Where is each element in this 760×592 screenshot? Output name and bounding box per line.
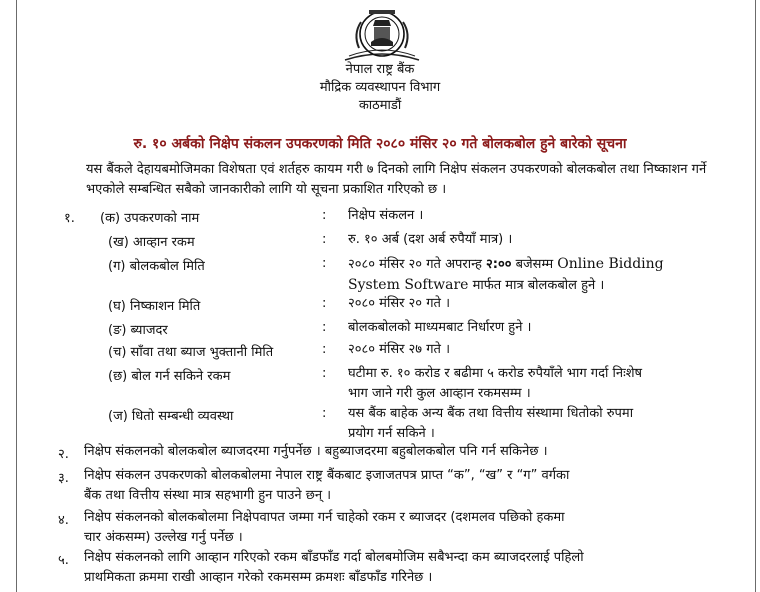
point-5-line-2: प्राथमिकता क्रममा राखी आव्हान गरेको रकमसम्म क्रमशः बाँडफाँड गरिनेछ । <box>84 570 433 585</box>
bid-date-text-3: मार्फत मात्र बोलकबोल हुने । <box>468 278 605 293</box>
detail-label-repayment-date: (च) साँवा तथा ब्याज भुक्तानी मिति <box>108 345 274 360</box>
point-3-text <box>84 466 740 506</box>
collateral-line-2: प्रयोग गर्न सकिने । <box>348 426 435 441</box>
department-name: मौद्रिक व्यवस्थापन विभाग <box>319 80 441 95</box>
detail-label-bid-amount: (छ) बोल गर्न सकिने रकम <box>108 369 231 384</box>
nepal-rastra-bank-emblem <box>339 4 425 64</box>
detail-colon: : <box>322 320 327 335</box>
collateral-line-1: यस बैंक बाहेक अन्य बैंक तथा वित्तीय संस्थामा धितोको रुपमा <box>348 406 634 421</box>
detail-value-amount: रु. १० अर्ब (दश अर्ब रुपैयाँ मात्र) । <box>348 232 513 247</box>
point-4-line-1: निक्षेप संकलनको बोलकबोलमा निक्षेपवापत जम्मा गर्न चाहेको रकम र ब्याजदर (दशमलव पछिको हकमा <box>84 510 565 525</box>
point-4-line-2: चार अंकसम्म) उल्लेख गर्नु पर्नेछ । <box>84 530 243 545</box>
intro-paragraph: यस बैंकले देहायबमोजिमका विशेषता एवं शर्तहरु कायम गरी ७ दिनको लागि निक्षेप संकलन उपकरणको बोलकबोल तथा निष्काशन गर्ने भएकोले सम्बन्धित सबैको जानकारीको लागि यो सूचना प्रकाशित गरिएको छ । <box>86 162 707 197</box>
detail-label-amount: (ख) आव्हान रकम <box>108 235 195 250</box>
point-2-number: २. <box>58 447 69 462</box>
detail-colon: : <box>322 232 327 247</box>
city-name: काठमाडौं <box>358 98 402 113</box>
org-name: नेपाल राष्ट्र बैंक <box>345 62 415 77</box>
detail-label-collateral: (ज) धितो सम्बन्धी व्यवस्था <box>108 409 234 424</box>
detail-value-bid-date <box>348 254 738 296</box>
point-3-number: ३. <box>58 471 69 486</box>
detail-value-instrument: निक्षेप संकलन । <box>348 208 424 223</box>
bid-system-name-2: System Software <box>348 277 469 293</box>
detail-value-bid-amount <box>348 364 738 404</box>
point-5-text <box>84 548 740 588</box>
detail-colon: : <box>322 406 327 421</box>
point-3-line-1: निक्षेप संकलन उपकरणको बोलकबोलमा नेपाल राष्ट्र बैंकबाट इजाजतपत्र प्राप्त “क”, “ख” र “ग” वर्गका <box>84 468 570 483</box>
detail-label-bid-date: (ग) बोलकबोल मिति <box>108 259 205 274</box>
item-1-number: १. <box>64 211 75 226</box>
point-2-text: निक्षेप संकलनको बोलकबोल ब्याजदरमा गर्नुपर्नेछ । बहुब्याजदरमा बहुबोलकबोल पनि गर्न सकिनेछ । <box>84 444 548 459</box>
bid-time: २:०० <box>486 257 512 272</box>
point-4-text <box>84 508 740 548</box>
detail-value-repayment-date: २०८० मंसिर २७ गते । <box>348 342 450 357</box>
detail-value-interest-rate: बोलकबोलको माध्यमबाट निर्धारण हुने । <box>348 320 532 335</box>
detail-label-issue-date: (घ) निष्काशन मिति <box>108 299 201 314</box>
bid-system-name-1: Online Bidding <box>557 256 664 272</box>
detail-label-interest-rate: (ङ) ब्याजदर <box>108 323 168 338</box>
detail-colon: : <box>322 208 327 223</box>
detail-value-collateral <box>348 404 738 444</box>
detail-colon: : <box>322 256 327 271</box>
detail-value-issue-date: २०८० मंसिर २० गते । <box>348 296 450 311</box>
bid-amount-line-1: घटीमा रु. १० करोड र बढीमा ५ करोड रुपैयाँले भाग गर्दा निःशेष <box>348 366 643 381</box>
detail-colon: : <box>322 296 327 311</box>
detail-colon: : <box>322 342 327 357</box>
point-5-number: ५. <box>58 553 69 568</box>
detail-label-instrument: (क) उपकरणको नाम <box>100 211 200 226</box>
notice-title: रु. १० अर्बको निक्षेप संकलन उपकरणको मिति २०८० मंसिर २० गते बोलकबोल हुने बारेको सूचना <box>133 136 627 152</box>
detail-colon: : <box>322 366 327 381</box>
point-5-line-1: निक्षेप संकलनको लागि आव्हान गरिएको रकम बाँडफाँड गर्दा बोलबमोजिम सबैभन्दा कम ब्याजदरलाई पहिलो <box>84 550 584 565</box>
point-4-number: ४. <box>58 513 69 528</box>
point-3-line-2: बैंक तथा वित्तीय संस्था मात्र सहभागी हुन पाउने छन् । <box>84 488 332 503</box>
bid-date-text-2: बजेसम्म <box>511 257 558 272</box>
bid-date-text: २०८० मंसिर २० गते अपरान्ह <box>348 257 486 272</box>
bid-amount-line-2: भाग जाने गरी कुल आव्हान रकमसम्म । <box>348 386 531 401</box>
